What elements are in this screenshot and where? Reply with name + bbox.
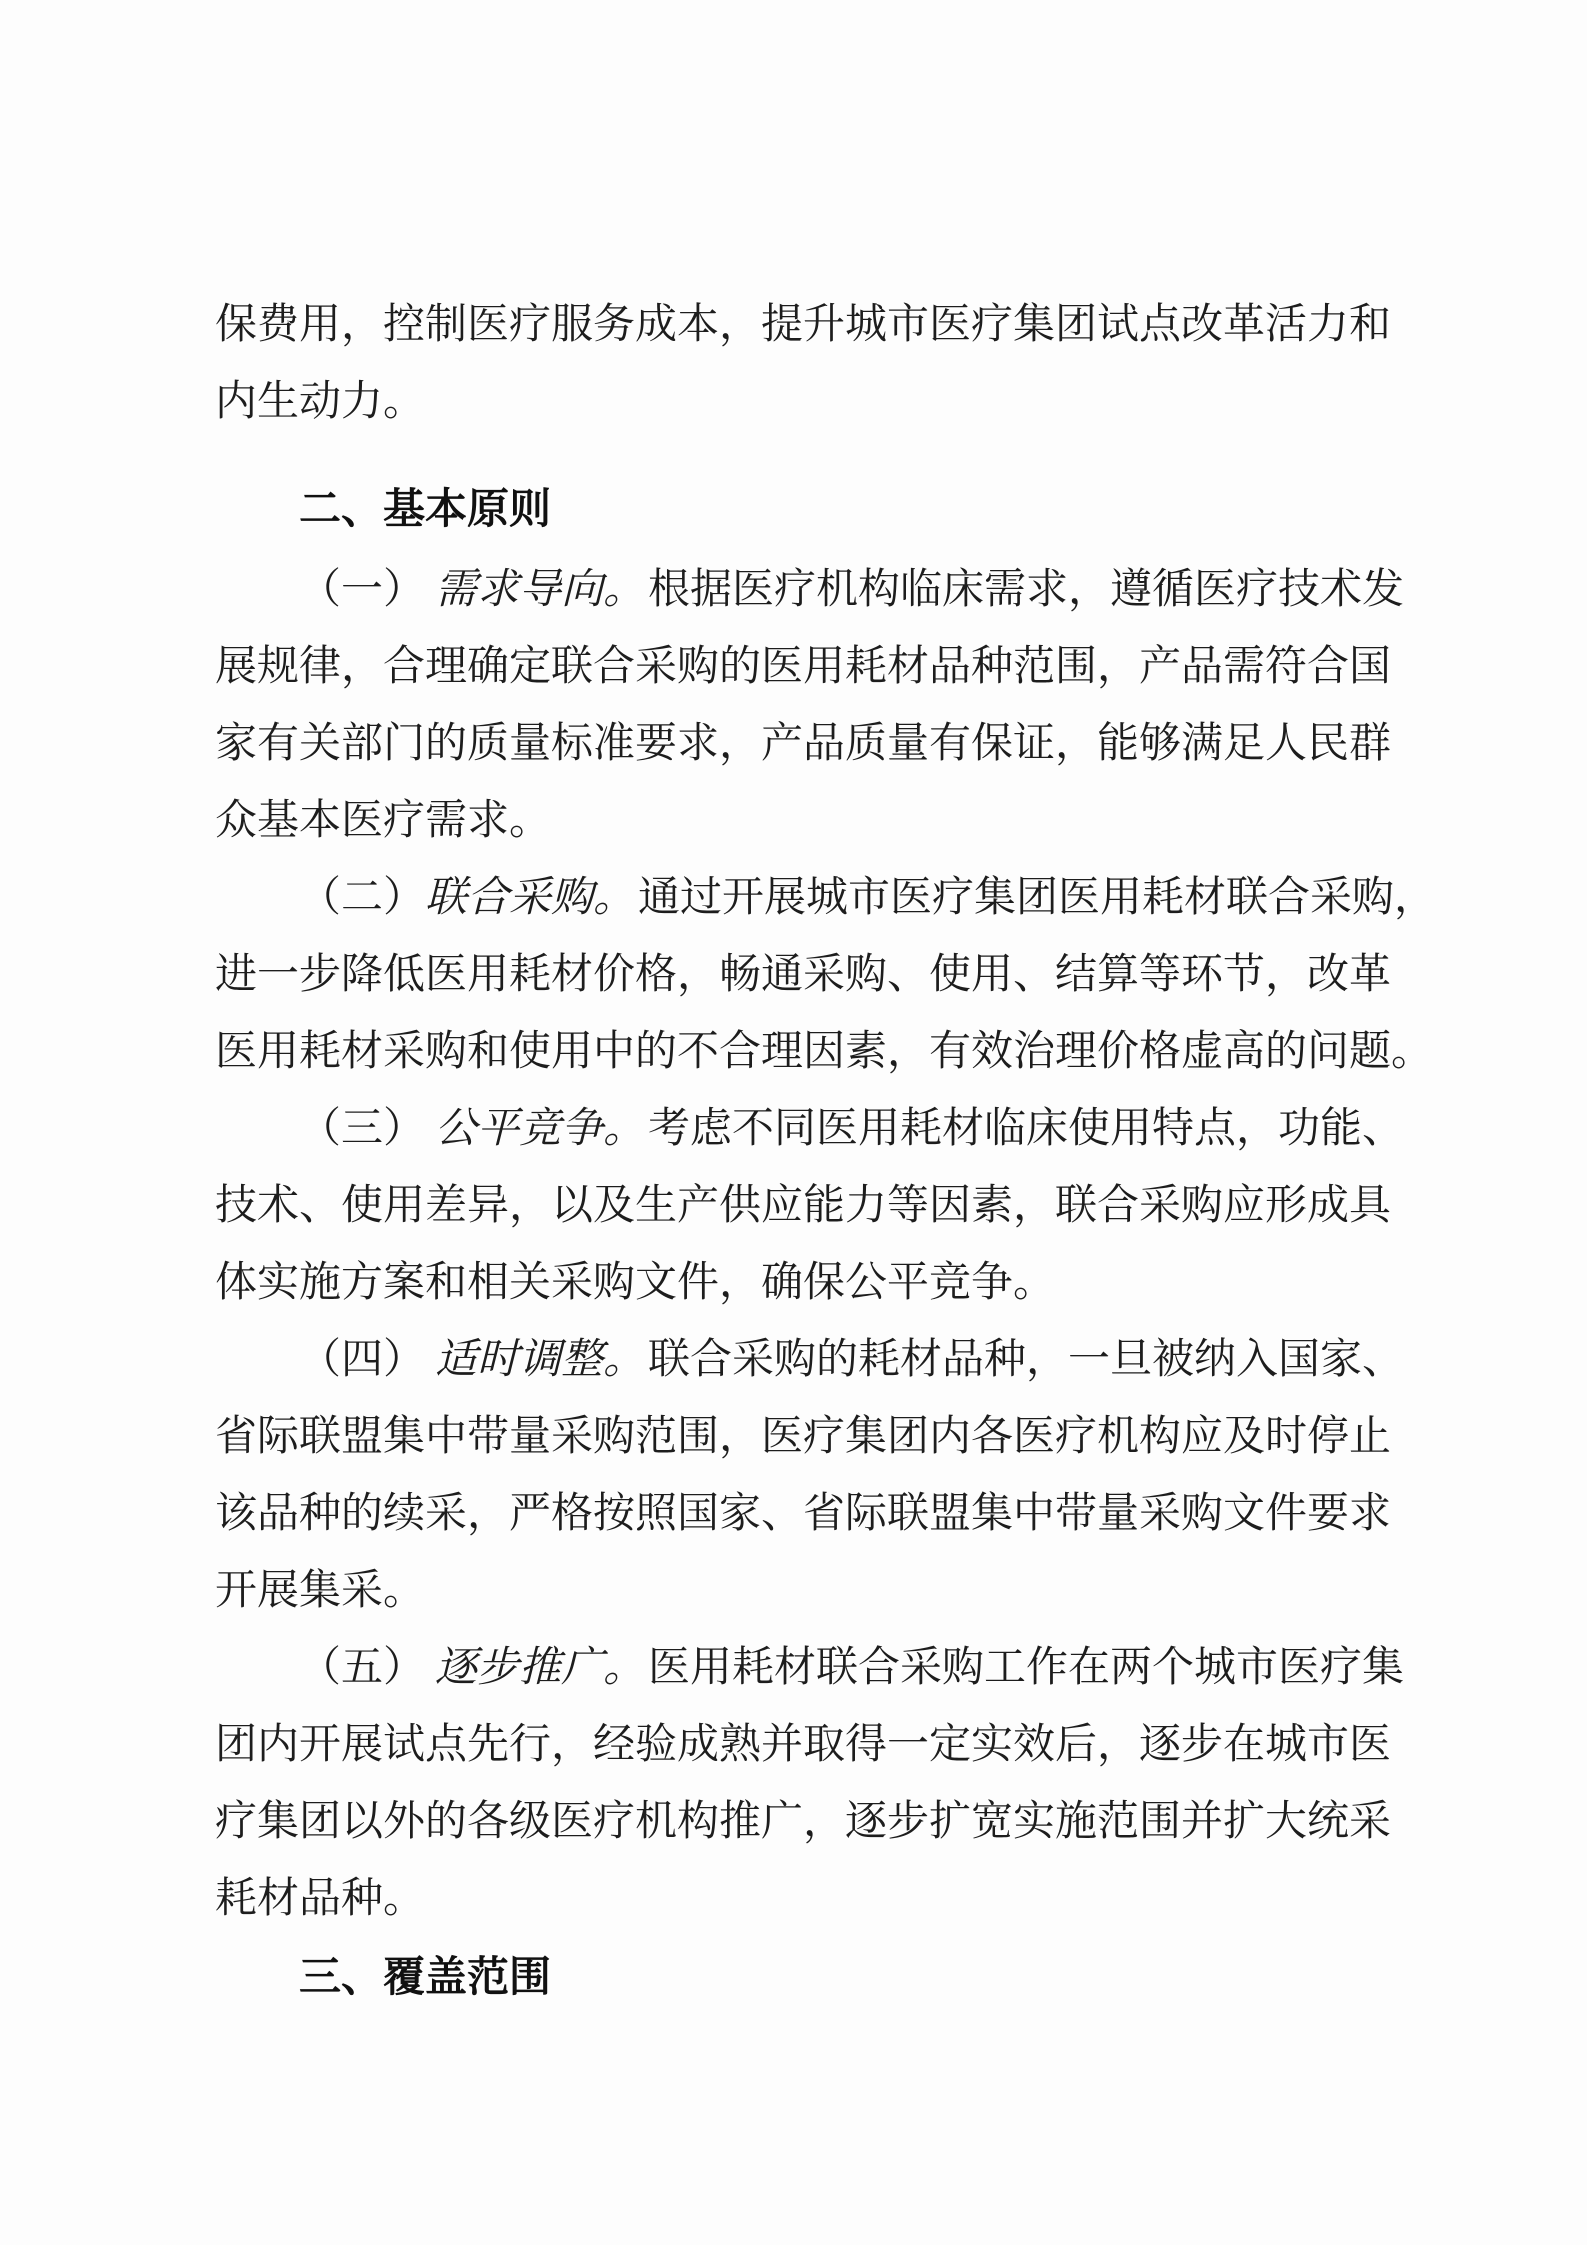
text-line <box>215 287 1407 364</box>
line-text: 内生动力。 <box>215 379 426 425</box>
item-number: （三） <box>299 1106 426 1152</box>
text-line <box>215 1168 1407 1245</box>
line-text: 开展集采。 <box>215 1568 426 1614</box>
text-line <box>215 364 1407 441</box>
line-text: 根据医疗机构临床需求，遵循医疗技术发 <box>648 567 1405 613</box>
document-body <box>215 287 1437 2015</box>
item-lead: 联合采购。 <box>425 875 636 921</box>
text-line-item-2 <box>215 860 1437 937</box>
line-text: 保费用，控制医疗服务成本，提升城市医疗集团试点改革活力和 <box>215 302 1392 348</box>
item-lead: 适时调整。 <box>435 1337 646 1383</box>
text-line-item-4 <box>215 1322 1407 1399</box>
item-number: （五） <box>299 1645 426 1691</box>
text-line <box>215 706 1407 783</box>
line-text: 团内开展试点先行，经验成熟并取得一定实效后，逐步在城市医 <box>215 1722 1392 1768</box>
line-text: 医用耗材联合采购工作在两个城市医疗集 <box>648 1645 1405 1691</box>
line-text: 家有关部门的质量标准要求，产品质量有保证，能够满足人民群 <box>215 721 1392 767</box>
text-line <box>215 1245 1407 1322</box>
line-text: 技术、使用差异，以及生产供应能力等因素，联合采购应形成具 <box>215 1183 1392 1229</box>
item-number: （二） <box>299 875 426 921</box>
line-text: 考虑不同医用耗材临床使用特点，功能、 <box>648 1106 1405 1152</box>
text-line <box>215 783 1407 860</box>
line-text: 该品种的续采，严格按照国家、省际联盟集中带量采购文件要求 <box>215 1491 1392 1537</box>
line-text: 众基本医疗需求。 <box>215 798 552 844</box>
text-line <box>215 1399 1407 1476</box>
line-text: 疗集团以外的各级医疗机构推广，逐步扩宽实施范围并扩大统采 <box>215 1799 1392 1845</box>
line-text: 体实施方案和相关采购文件，确保公平竞争。 <box>215 1260 1056 1306</box>
text-line <box>215 1014 1434 1091</box>
item-lead: 公平竞争。 <box>435 1106 646 1152</box>
item-lead: 逐步推广。 <box>435 1645 646 1691</box>
line-text: 医用耗材采购和使用中的不合理因素，有效治理价格虚高的问题。 <box>215 1029 1434 1075</box>
line-text: 耗材品种。 <box>215 1876 426 1922</box>
item-lead: 需求导向。 <box>435 567 646 613</box>
line-text: 省际联盟集中带量采购范围，医疗集团内各医疗机构应及时停止 <box>215 1414 1392 1460</box>
item-number: （一） <box>299 567 426 613</box>
heading-text: 三、覆盖范围 <box>299 1953 552 2000</box>
text-line-item-5 <box>215 1630 1407 1707</box>
heading-text: 二、基本原则 <box>299 485 552 532</box>
line-text: 进一步降低医用耗材价格，畅通采购、使用、结算等环节，改革 <box>215 952 1392 998</box>
text-line <box>215 1707 1407 1784</box>
text-line <box>215 1861 1407 1938</box>
text-line-item-3 <box>215 1091 1407 1168</box>
text-line <box>215 937 1407 1014</box>
section-heading-basic-principles <box>215 470 1407 547</box>
item-number: （四） <box>299 1337 426 1383</box>
text-line <box>215 1476 1407 1553</box>
line-text: 联合采购的耗材品种，一旦被纳入国家、 <box>648 1337 1405 1383</box>
text-line <box>215 629 1407 706</box>
line-text: 展规律，合理确定联合采购的医用耗材品种范围，产品需符合国 <box>215 644 1392 690</box>
text-line <box>215 1553 1407 1630</box>
section-heading-coverage-scope <box>215 1938 1407 2015</box>
line-text: 通过开展城市医疗集团医用耗材联合采购， <box>638 875 1437 921</box>
text-line <box>215 1784 1407 1861</box>
text-line-item-1 <box>215 552 1407 629</box>
